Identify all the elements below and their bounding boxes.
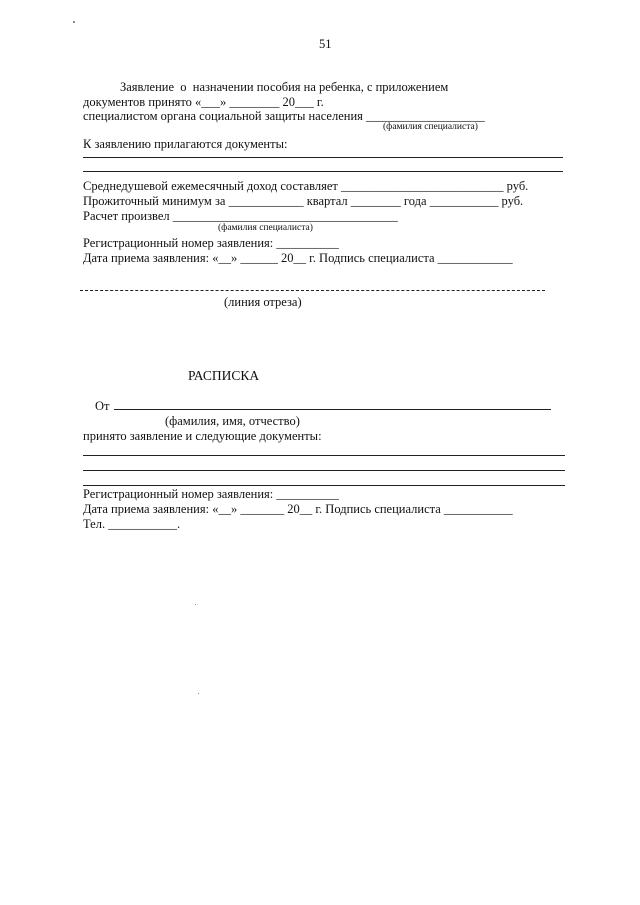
cut-line-label: (линия отреза) bbox=[224, 295, 302, 309]
income-line: Среднедушевой ежемесячный доход составляет __________________________ руб. bbox=[83, 179, 529, 193]
scan-speck bbox=[195, 604, 196, 605]
accepted-documents-label: принято заявление и следующие документы: bbox=[83, 429, 322, 443]
application-line-1: Заявление о назначении пособия на ребенка, с приложением bbox=[120, 80, 449, 94]
receipt-registration-number-line: Регистрационный номер заявления: __________ bbox=[83, 487, 339, 501]
specialist-caption: (фамилия специалиста) bbox=[383, 122, 478, 132]
application-line-3: специалистом органа социальной защиты населения ___________________ bbox=[83, 109, 485, 123]
phone-line: Тел. ___________. bbox=[83, 517, 181, 531]
page-number: 51 bbox=[319, 37, 332, 51]
receipt-title: РАСПИСКА bbox=[188, 368, 260, 383]
documents-line-3 bbox=[83, 485, 565, 486]
calculated-by-caption: (фамилия специалиста) bbox=[218, 223, 313, 233]
attached-documents-label: К заявлению прилагаются документы: bbox=[83, 137, 288, 151]
fio-caption: (фамилия, имя, отчество) bbox=[165, 414, 300, 428]
subsistence-minimum-line: Прожиточный минимум за ____________ квартал ________ года ___________ руб. bbox=[83, 194, 524, 208]
documents-line-2 bbox=[83, 470, 565, 471]
documents-line-1 bbox=[83, 455, 565, 456]
receipt-date-signature-line: Дата приема заявления: «__» _______ 20__ г. Подпись специалиста ___________ bbox=[83, 502, 513, 516]
receipt-date-line: Дата приема заявления: «__» ______ 20__ г. Подпись специалиста ____________ bbox=[83, 251, 513, 265]
calculated-by-line: Расчет произвел ____________________________________ bbox=[83, 209, 398, 223]
registration-number-line: Регистрационный номер заявления: __________ bbox=[83, 236, 339, 250]
cut-line bbox=[80, 290, 545, 291]
attached-documents-line-1 bbox=[83, 157, 563, 158]
attached-documents-line-2 bbox=[83, 171, 563, 172]
from-line bbox=[114, 409, 551, 410]
scan-speck bbox=[198, 693, 199, 694]
application-line-2: документов принято «___» ________ 20___ г. bbox=[83, 95, 324, 109]
scan-speck bbox=[73, 21, 75, 23]
from-label: От bbox=[95, 399, 110, 413]
